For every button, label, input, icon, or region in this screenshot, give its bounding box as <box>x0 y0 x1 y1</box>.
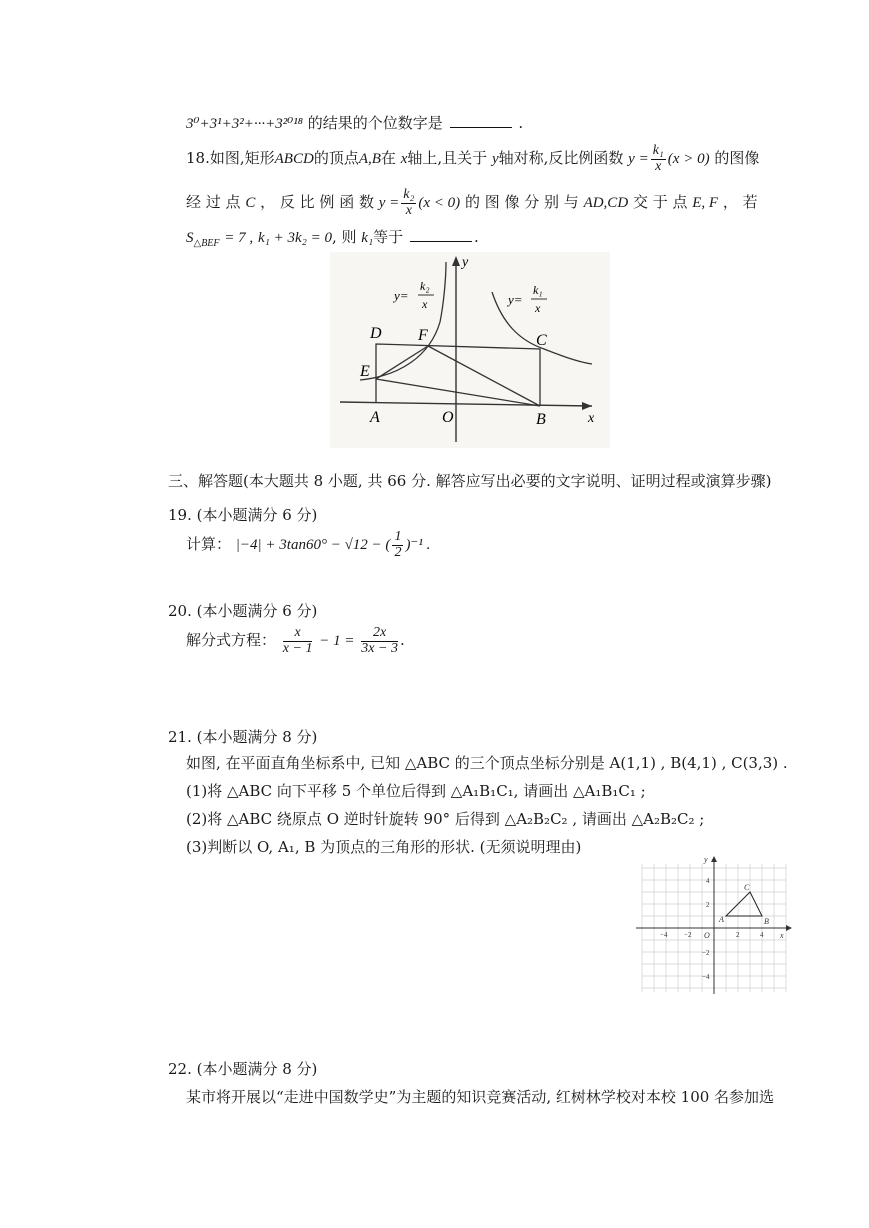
label-y-k2-den: x <box>422 297 428 311</box>
y-var: y <box>491 151 499 168</box>
q18-text: 经 过 点 <box>186 193 241 212</box>
func2-cond: (x < 0) <box>418 195 461 212</box>
half-den: 2 <box>394 544 402 560</box>
q17-expression: 3⁰+3¹+3²+···+3²⁰¹⁸ <box>186 116 303 132</box>
func2-den: x <box>405 202 412 218</box>
q18-text: 轴上,且关于 <box>407 149 488 168</box>
q18-line1 <box>186 144 759 174</box>
func2-lhs: y = <box>378 195 400 212</box>
area-symbol: S <box>186 230 194 246</box>
grid-label-o: O <box>704 931 710 940</box>
q17-end: . <box>518 114 524 132</box>
label-b: B <box>536 411 546 428</box>
xtick-neg4: −4 <box>660 931 668 939</box>
xtick-4: 4 <box>760 931 764 939</box>
q18-text: 交 于 点 <box>632 193 688 212</box>
ytick-neg2: −2 <box>702 949 710 957</box>
q22-text: 某市将开展以“走进中国数学史”为主题的知识竞赛活动, 红树林学校对本校 100 名参加选 <box>186 1088 775 1106</box>
func1-cond: (x > 0) <box>667 151 710 168</box>
q20-right-den: 3x − 3 <box>361 640 398 656</box>
q20-left-num: x <box>283 626 313 642</box>
q18-text: 如图,矩形 <box>209 149 275 168</box>
q18-text: ， 若 <box>722 193 758 212</box>
q20-body <box>186 626 405 656</box>
grid-y-arrow <box>711 856 717 862</box>
xtick-2: 2 <box>736 931 740 939</box>
label-y-k1: y= <box>508 292 523 307</box>
answer-blank <box>410 240 472 242</box>
ytick-2: 2 <box>706 901 710 909</box>
label-y-k1-den: x <box>535 301 541 315</box>
q22-head: 22. (本小题满分 8 分) <box>168 1060 318 1078</box>
q18-text: , 则 <box>331 228 357 246</box>
q18-line2 <box>186 188 758 218</box>
q20-right-fraction <box>361 626 398 656</box>
q20-middle: − 1 = <box>319 633 355 650</box>
points-ab: A,B <box>358 151 381 168</box>
q18-text: ， 反 比 例 函 数 <box>260 193 374 212</box>
label-x: x <box>588 411 595 426</box>
half-num: 1 <box>394 529 402 544</box>
q19-expr-b: )⁻¹ . <box>405 537 431 554</box>
xtick-neg2: −2 <box>684 931 692 939</box>
q19-label: 计算： <box>186 535 232 554</box>
q18-text: 在 <box>380 149 396 168</box>
label-y-k2-num: k₂ <box>420 279 430 293</box>
q20-left-fraction <box>283 626 313 656</box>
area-subscript: △BEF <box>193 238 220 249</box>
grid-label-x: x <box>780 931 784 940</box>
grid-x-arrow <box>786 925 792 931</box>
section-3-heading: 三、解答题(本大题共 8 小题, 共 66 分. 解答应写出必要的文字说明、证明过程或演算步骤) <box>168 472 772 490</box>
grid-label-b: B <box>764 917 769 926</box>
q18-number: 18. <box>186 149 210 168</box>
q20-label: 解分式方程： <box>186 631 277 650</box>
k1-var: k₁ <box>361 230 374 246</box>
x-var: x <box>400 151 408 168</box>
grid-label-c: C <box>744 883 750 892</box>
area-value: = 7 , <box>224 230 254 246</box>
rect-name: ABCD <box>274 151 314 168</box>
q18-text: 的图像 <box>714 149 760 168</box>
ytick-neg4: −4 <box>702 973 710 981</box>
func2-num: k₂ <box>403 187 415 202</box>
label-y-k2: y= <box>394 288 409 303</box>
func2-fraction <box>401 188 416 218</box>
label-a: A <box>370 409 380 426</box>
q21-part1: (1)将 △ABC 向下平移 5 个单位后得到 △A₁B₁C₁, 请画出 △A₁B₁C₁ ; <box>186 782 646 800</box>
q18-text: 轴对称,反比例函数 <box>498 149 624 168</box>
points-ef: E, F <box>692 195 719 212</box>
label-y: y <box>462 255 469 270</box>
q21-part3: (3)判断以 O, A₁, B 为顶点的三角形的形状. (无须说明理由) <box>186 838 582 856</box>
label-e: E <box>360 363 370 380</box>
label-d: D <box>370 325 382 342</box>
func1-fraction <box>651 144 666 174</box>
q18-line3 <box>186 228 479 250</box>
grid-label-y: y <box>704 855 708 864</box>
q19-body <box>186 530 430 560</box>
q19-head: 19. (本小题满分 6 分) <box>168 506 318 524</box>
k-relation: k₁ + 3k₂ = 0 <box>257 230 332 246</box>
q20-left-den: x − 1 <box>282 640 313 656</box>
q18-text: 的顶点 <box>313 149 359 168</box>
grid-label-a: A <box>719 915 724 924</box>
q21-intro: 如图, 在平面直角坐标系中, 已知 △ABC 的三个顶点坐标分别是 A(1,1) , B(4,1) , C(3,3) . <box>186 754 788 772</box>
q19-expr-a: |−4| + 3tan60° − √12 − ( <box>235 537 391 554</box>
answer-blank <box>450 126 512 128</box>
q21-head: 21. (本小题满分 8 分) <box>168 728 318 746</box>
ytick-4: 4 <box>706 877 710 885</box>
segments: AD,CD <box>583 195 629 212</box>
q21-part2: (2)将 △ABC 绕原点 O 逆时针旋转 90° 后得到 △A₂B₂C₂ , 请画出 △A₂B₂C₂ ; <box>186 810 705 828</box>
func1-lhs: y = <box>628 151 649 168</box>
label-y-k1-num: k₁ <box>533 283 543 297</box>
q20-head: 20. (本小题满分 6 分) <box>168 602 318 620</box>
q18-end: . <box>473 228 479 246</box>
label-c: C <box>536 332 547 349</box>
label-o: O <box>442 409 454 426</box>
q21-coordinate-grid <box>634 854 794 994</box>
half-fraction <box>392 530 403 560</box>
point-c: C <box>245 195 256 212</box>
q20-end: . <box>399 631 405 650</box>
func1-num: k₁ <box>652 143 664 158</box>
q17-text: 的结果的个位数字是 <box>307 114 443 132</box>
q17-tail <box>186 114 523 133</box>
q18-text: 等于 <box>373 228 404 246</box>
label-f: F <box>418 327 428 344</box>
q18-figure <box>330 252 610 448</box>
q20-right-num: 2x <box>361 626 398 642</box>
q18-text: 的 图 像 分 别 与 <box>464 193 579 212</box>
func1-den: x <box>655 158 662 174</box>
